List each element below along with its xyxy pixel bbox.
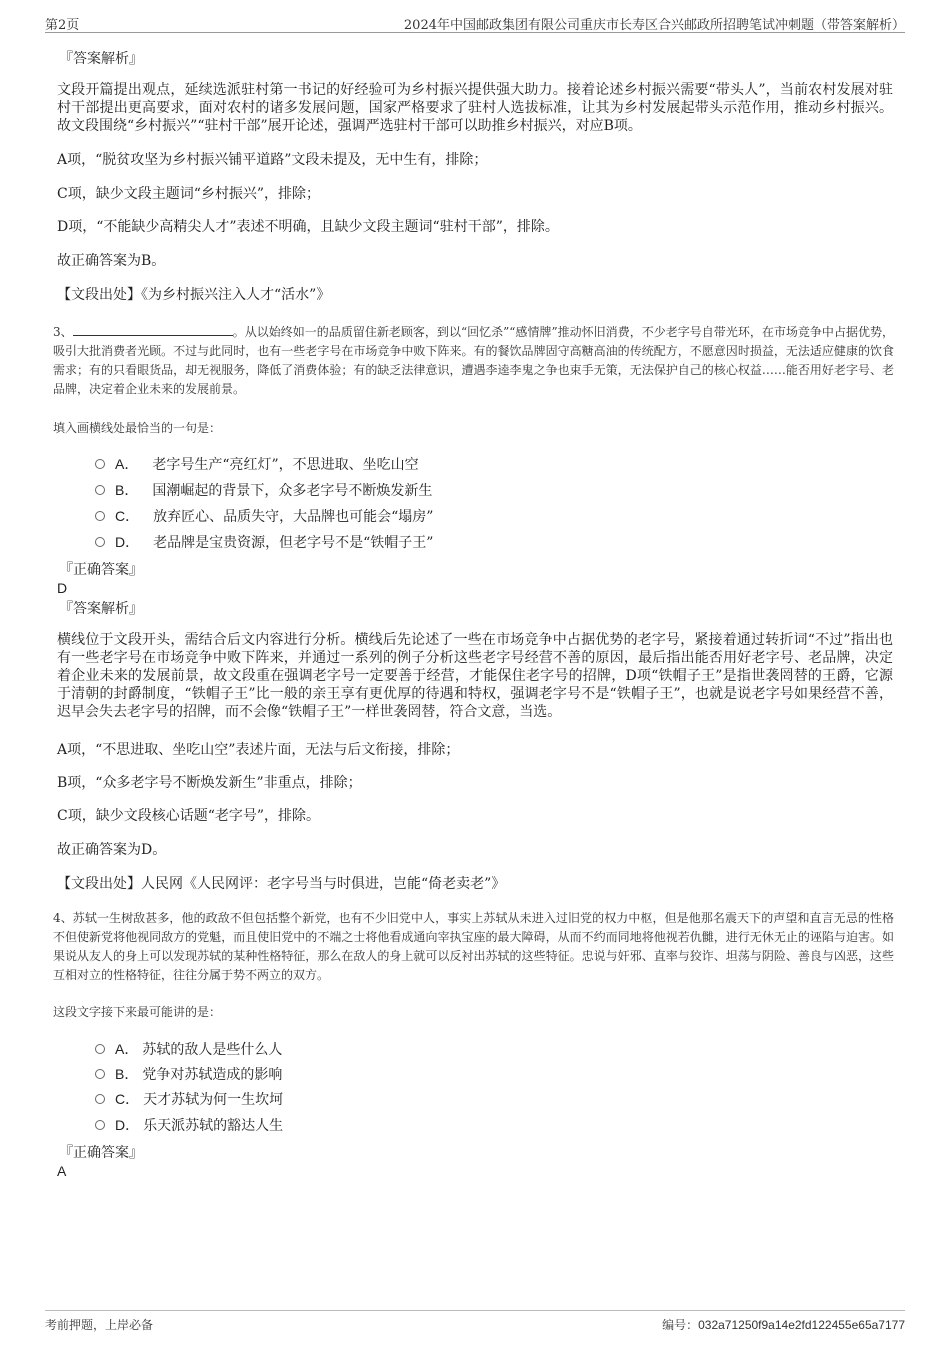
q4-option-c[interactable]: C． 天才苏轼为何一生坎坷	[95, 1090, 283, 1109]
radio-icon[interactable]	[95, 511, 105, 521]
q3-stem	[53, 323, 894, 399]
q3-correct-answer: D	[57, 580, 68, 596]
q2-analysis-label: 『答案解析』	[59, 51, 143, 67]
q3-option-c-note: C项，缺少文段核心话题“老字号”，排除。	[57, 808, 321, 824]
q3-analysis-text: 横线位于文段开头，需结合后文内容进行分析。横线后先论述了一些在市场竞争中占据优势的老字号，紧接着通过转折词“不过”指出也有一些老字号在市场竞争中败下阵来，并通过一系列的例子分析这些老字号经营不善的原因，最后指出能否用好老字号、老品牌，决定着企业未来的发展前景，故文段重在强调老字号一定要善于经营，才能保住老字号的招牌，D项“铁帽子王”是指世袭罔替的王爵，它源于清朝的封爵制度，“铁帽子王”比一般的亲王享有更优厚的待遇和特权，强调老字号不是“铁帽子王”，也就是说老字号如果经营不善，迟早会失去老字号的招牌，而不会像“铁帽子王”一样世袭罔替，符合文意，当选。	[57, 632, 893, 720]
page-footer	[45, 1310, 905, 1335]
radio-icon[interactable]	[95, 1069, 105, 1079]
footer-code-label: 编号：	[662, 1318, 699, 1332]
q3-stem-text: 。从以始终如一的品质留住新老顾客，到以“回忆杀”“感情牌”推动怀旧消费，不少老字号自带光环，在市场竞争中占据优势，吸引大批消费者光顾。不过与此同时，也有一些老字号在市场竞争中败下阵来。有的餐饮品牌固守高糖高油的传统配方，不愿意因时损益，无法适应健康的饮食需求；有的只看眼货品，却无视服务，降低了消费体验；有的缺乏法律意识，遭遇李逵李鬼之争也束手无策，无法保护自己的核心权益……能否用好老字号、老品牌，决定着企业未来的发展前景。	[53, 325, 895, 396]
q3-correct-label: 『正确答案』	[59, 562, 143, 578]
q3-option-d[interactable]: D． 老品牌是宝贵资源，但老字号不是“铁帽子王”	[95, 533, 433, 552]
page-number: 第2页	[45, 18, 80, 33]
document-title: 2024年中国邮政集团有限公司重庆市长寿区合兴邮政所招聘笔试冲刺题（带答案解析）	[403, 18, 905, 33]
q3-source: 【文段出处】人民网《人民网评：老字号当与时俱进，岂能“倚老卖老”》	[57, 876, 506, 892]
q2-source: 【文段出处】《为乡村振兴注入人才“活水”》	[57, 287, 331, 303]
radio-icon[interactable]	[95, 1044, 105, 1054]
q3-option-b-note: B项，“众多老字号不断焕发新生”非重点，排除；	[57, 775, 362, 791]
fill-blank	[73, 323, 233, 336]
q3-option-c[interactable]: C． 放弃匠心、品质失守，大品牌也可能会“塌房”	[95, 507, 433, 526]
footer-slogan: 考前押题，上岸必备	[45, 1318, 154, 1332]
q3-conclusion: 故正确答案为D。	[57, 842, 167, 858]
page-header	[45, 12, 905, 33]
q2-option-d-note: D项，“不能缺少高精尖人才”表述不明确，且缺少文段主题词“驻村干部”，排除。	[57, 219, 559, 235]
q3-option-a[interactable]: A． 老字号生产“亮红灯”，不思进取、坐吃山空	[95, 455, 419, 474]
q3-analysis-label: 『答案解析』	[59, 601, 143, 617]
q4-stem: 4、苏轼一生树敌甚多，他的政敌不但包括整个新党，也有不少旧党中人，事实上苏轼从未进入过旧党的权力中枢，但是他那名震天下的声望和直言无忌的性格不但使新党将他视同敌方的党魁，而且使旧党中的不端之士将他看成通向宰执宝座的最大障碍，从而不约而同地将他视若仇雠，进行无休无止的诬陷与迫害。如果说从友人的身上可以发现苏轼的某种性格特征，那么在敌人的身上就可以反衬出苏轼的这些特征。忠说与奸邪、直率与狡诈、坦荡与阴险、善良与凶恶，这些互相对立的性格特征，往往分属于势不两立的双方。	[53, 911, 894, 982]
q4-option-a[interactable]: A． 苏轼的敌人是些什么人	[95, 1040, 282, 1059]
q2-option-c-note: C项，缺少文段主题词“乡村振兴”，排除；	[57, 186, 321, 202]
q4-correct-answer: A	[57, 1163, 67, 1179]
q3-prompt: 填入画横线处最恰当的一句是：	[53, 421, 222, 435]
q4-correct-label: 『正确答案』	[59, 1145, 143, 1161]
radio-icon[interactable]	[95, 459, 105, 469]
q3-option-b[interactable]: B． 国潮崛起的背景下，众多老字号不断焕发新生	[95, 481, 432, 500]
q2-conclusion: 故正确答案为B。	[57, 253, 166, 269]
footer-code-value: 032a71250f9a14e2fd122455e65a7177	[698, 1318, 905, 1332]
radio-icon[interactable]	[95, 1094, 105, 1104]
q3-option-a-note: A项，“不思进取、坐吃山空”表述片面，无法与后文衔接，排除；	[57, 742, 460, 758]
footer-code	[662, 1316, 905, 1333]
radio-icon[interactable]	[95, 1120, 105, 1130]
q3-number: 3、	[53, 325, 73, 339]
q4-option-d[interactable]: D． 乐天派苏轼的豁达人生	[95, 1116, 283, 1135]
q4-option-b[interactable]: B． 党争对苏轼造成的影响	[95, 1065, 282, 1084]
q2-option-a-note: A项，“脱贫攻坚为乡村振兴铺平道路”文段未提及，无中生有，排除；	[57, 152, 488, 168]
q2-analysis-text: 文段开篇提出观点，延续选派驻村第一书记的好经验可为乡村振兴提供强大助力。接着论述乡村振兴需要“带头人”，当前农村发展对驻村干部提出更高要求，面对农村的诸多发展问题，国家严格要求了驻村人选拔标准，让其为乡村发展起带头示范作用，推动乡村振兴。故文段围绕“乡村振兴”“驻村干部”展开论述，强调严选驻村干部可以助推乡村振兴，对应B项。	[57, 82, 893, 134]
radio-icon[interactable]	[95, 537, 105, 547]
q4-prompt: 这段文字接下来最可能讲的是：	[53, 1005, 222, 1019]
radio-icon[interactable]	[95, 485, 105, 495]
